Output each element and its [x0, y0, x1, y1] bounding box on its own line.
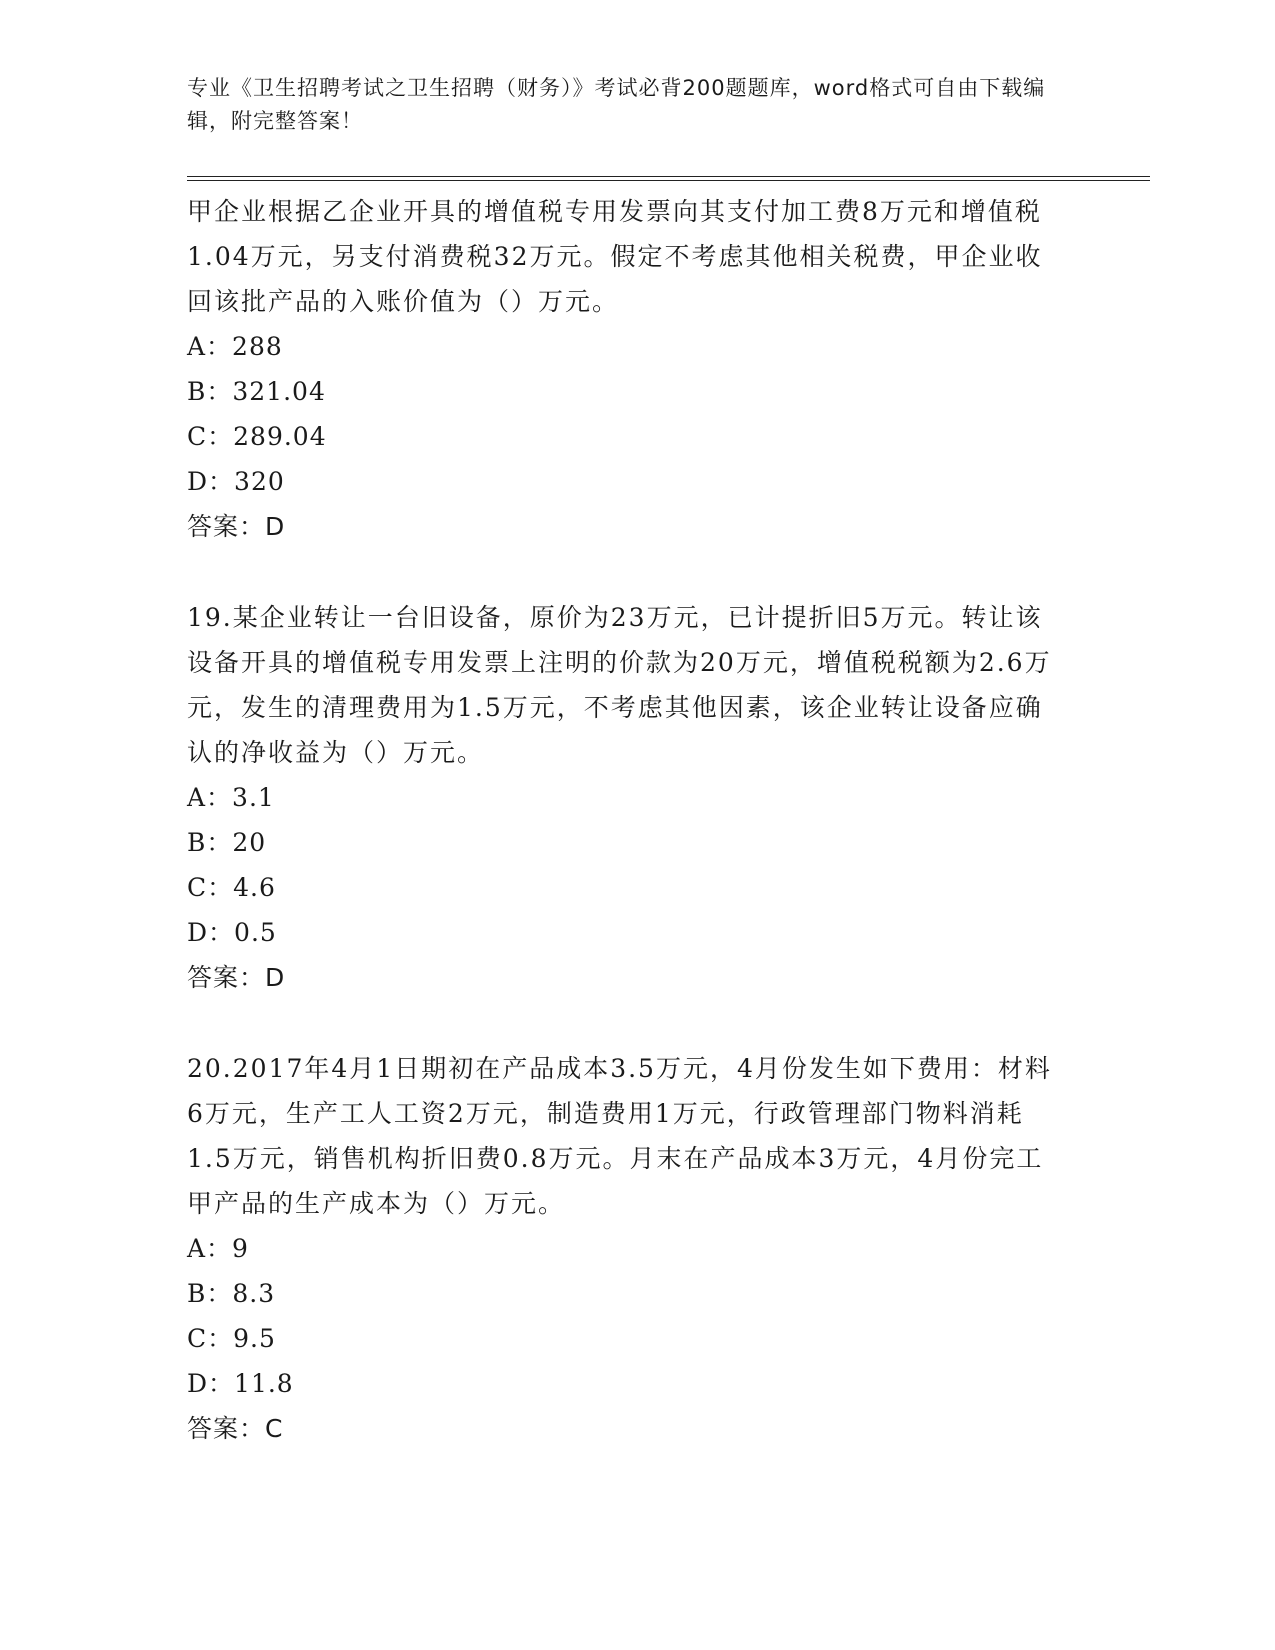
question-block [187, 189, 1067, 549]
option-b: B：20 [187, 828, 267, 857]
document-header: 专业《卫生招聘考试之卫生招聘（财务）》考试必背200题题库，word格式可自由下载编辑，附完整答案！ [187, 76, 1046, 133]
option-a: A：9 [187, 1234, 249, 1263]
option-a: A：3.1 [187, 783, 275, 812]
question-text: 甲企业根据乙企业开具的增值税专用发票向其支付加工费8万元和增值税1.04万元，另支付消费税32万元。假定不考虑其他相关税费，甲企业收回该批产品的入账价值为（）万元。 [187, 197, 1043, 316]
question-text: 20.2017年4月1日期初在产品成本3.5万元，4月份发生如下费用：材料6万元，生产工人工资2万元，制造费用1万元，行政管理部门物料消耗1.5万元，销售机构折旧费0.8万元。月末在产品成本3万元，4月份完工甲产品的生产成本为（）万元。 [187, 1054, 1052, 1218]
block-spacer [187, 1000, 1067, 1046]
option-c: C：9.5 [187, 1324, 276, 1353]
rule-line-bottom [187, 180, 1150, 181]
option-a: A：288 [187, 332, 283, 361]
answer-line: 答案：C [187, 1414, 284, 1443]
option-b: B：8.3 [187, 1279, 276, 1308]
question-list [187, 189, 1067, 1451]
question-block [187, 1046, 1067, 1451]
option-c: C：4.6 [187, 873, 276, 902]
question-text: 19.某企业转让一台旧设备，原价为23万元，已计提折旧5万元。转让该设备开具的增值税专用发票上注明的价款为20万元，增值税税额为2.6万元，发生的清理费用为1.5万元，不考虑其他因素，该企业转让设备应确认的净收益为（）万元。 [187, 603, 1052, 767]
option-c: C：289.04 [187, 422, 327, 451]
rule-line-top [187, 176, 1150, 177]
option-d: D：11.8 [187, 1369, 294, 1398]
answer-line: 答案：D [187, 512, 286, 541]
header-double-rule [187, 176, 1150, 182]
option-d: D：0.5 [187, 918, 277, 947]
block-spacer [187, 549, 1067, 595]
answer-line: 答案：D [187, 963, 286, 992]
option-b: B：321.04 [187, 377, 326, 406]
option-d: D：320 [187, 467, 285, 496]
question-block [187, 595, 1067, 1000]
